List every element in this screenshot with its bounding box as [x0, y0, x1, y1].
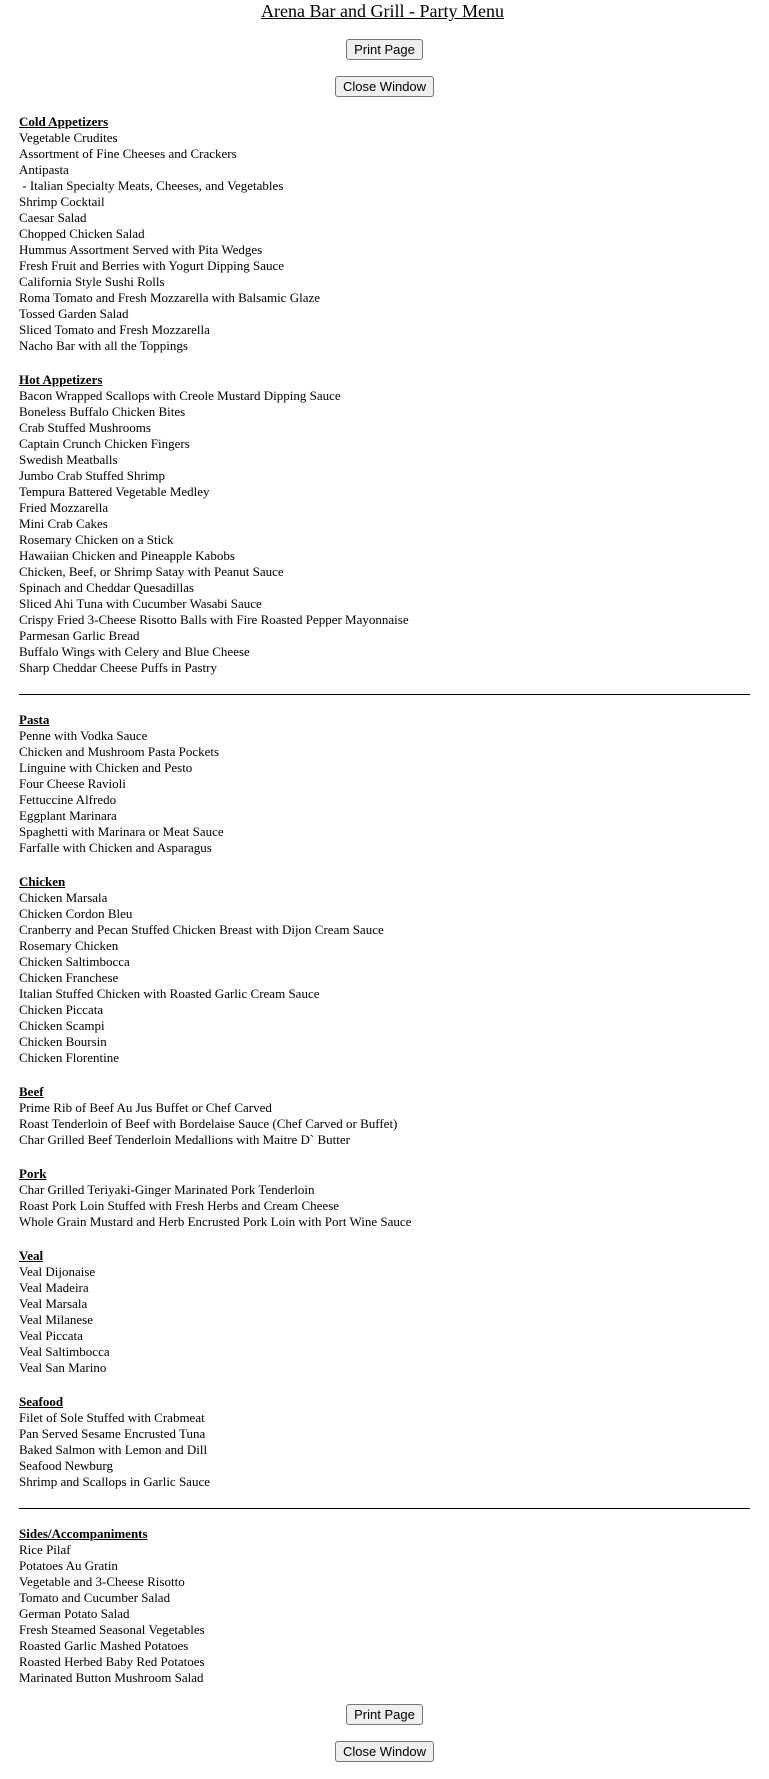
list-item: Roast Tenderloin of Beef with Bordelaise Sauce (Chef Carved or Buffet): [19, 1116, 398, 1131]
list-item: Tossed Garden Salad: [19, 306, 129, 321]
list-item: California Style Sushi Rolls: [19, 274, 165, 289]
section-seafood: [19, 1394, 759, 1490]
list-item: Chicken Scampi: [19, 1018, 105, 1033]
section-divider: [19, 1508, 750, 1509]
list-item: Assortment of Fine Cheeses and Crackers: [19, 146, 237, 161]
list-item: - Italian Specialty Meats, Cheeses, and Vegetables: [19, 178, 284, 193]
list-item: Chicken Cordon Bleu: [19, 906, 133, 921]
print-page-button-bottom[interactable]: Print Page: [346, 1704, 423, 1725]
menu-content: [0, 114, 759, 1686]
section-title: Pasta: [19, 712, 50, 727]
list-item: Chicken Franchese: [19, 970, 119, 985]
list-item: Chopped Chicken Salad: [19, 226, 145, 241]
list-item: Filet of Sole Stuffed with Crabmeat: [19, 1410, 205, 1425]
list-item: Fettuccine Alfredo: [19, 792, 117, 807]
list-item: Fresh Steamed Seasonal Vegetables: [19, 1622, 205, 1637]
list-item: Sharp Cheddar Cheese Puffs in Pastry: [19, 660, 217, 675]
bottom-close-row: [0, 1741, 769, 1762]
list-item: Mini Crab Cakes: [19, 516, 108, 531]
list-item: Marinated Button Mushroom Salad: [19, 1670, 204, 1685]
list-item: Char Grilled Beef Tenderloin Medallions with Maitre D` Butter: [19, 1132, 350, 1147]
list-item: Veal San Marino: [19, 1360, 107, 1375]
section-title: Chicken: [19, 874, 66, 889]
list-item: Spaghetti with Marinara or Meat Sauce: [19, 824, 224, 839]
list-item: Roasted Herbed Baby Red Potatoes: [19, 1654, 205, 1669]
list-item: Nacho Bar with all the Toppings: [19, 338, 188, 353]
list-item: Seafood Newburg: [19, 1458, 113, 1473]
list-item: Italian Stuffed Chicken with Roasted Garlic Cream Sauce: [19, 986, 320, 1001]
list-item: Roma Tomato and Fresh Mozzarella with Balsamic Glaze: [19, 290, 321, 305]
bottom-print-row: [0, 1704, 769, 1725]
list-item: Fresh Fruit and Berries with Yogurt Dipping Sauce: [19, 258, 285, 273]
list-item: Eggplant Marinara: [19, 808, 117, 823]
list-item: Boneless Buffalo Chicken Bites: [19, 404, 186, 419]
list-item: Chicken Marsala: [19, 890, 108, 905]
list-item: Veal Marsala: [19, 1296, 88, 1311]
list-item: Chicken Saltimbocca: [19, 954, 130, 969]
section-beef: [19, 1084, 759, 1148]
list-item: Crispy Fried 3-Cheese Risotto Balls with Fire Roasted Pepper Mayonnaise: [19, 612, 409, 627]
list-item: Veal Milanese: [19, 1312, 94, 1327]
list-item: Jumbo Crab Stuffed Shrimp: [19, 468, 166, 483]
section-chicken: [19, 874, 759, 1066]
list-item: Sliced Ahi Tuna with Cucumber Wasabi Sauce: [19, 596, 262, 611]
list-item: Four Cheese Ravioli: [19, 776, 126, 791]
list-item: Linguine with Chicken and Pesto: [19, 760, 193, 775]
section-veal: [19, 1248, 759, 1376]
list-item: Hawaiian Chicken and Pineapple Kabobs: [19, 548, 235, 563]
list-item: Chicken and Mushroom Pasta Pockets: [19, 744, 220, 759]
list-item: Chicken Boursin: [19, 1034, 107, 1049]
list-item: Pan Served Sesame Encrusted Tuna: [19, 1426, 206, 1441]
close-window-button-bottom[interactable]: Close Window: [335, 1741, 434, 1762]
list-item: Chicken Florentine: [19, 1050, 120, 1065]
list-item: German Potato Salad: [19, 1606, 130, 1621]
section-divider: [19, 694, 750, 695]
list-item: Roasted Garlic Mashed Potatoes: [19, 1638, 189, 1653]
list-item: Whole Grain Mustard and Herb Encrusted Pork Loin with Port Wine Sauce: [19, 1214, 412, 1229]
section-title: Hot Appetizers: [19, 372, 103, 387]
section-title: Pork: [19, 1166, 47, 1181]
list-item: Antipasta: [19, 162, 69, 177]
section-pasta: [19, 712, 759, 856]
page-title: Arena Bar and Grill - Party Menu: [261, 1, 504, 21]
list-item: Chicken Piccata: [19, 1002, 104, 1017]
list-item: Spinach and Cheddar Quesadillas: [19, 580, 195, 595]
list-item: Cranberry and Pecan Stuffed Chicken Breast with Dijon Cream Sauce: [19, 922, 384, 937]
list-item: Penne with Vodka Sauce: [19, 728, 148, 743]
section-title: Sides/Accompaniments: [19, 1526, 148, 1541]
list-item: Rosemary Chicken: [19, 938, 119, 953]
list-item: Swedish Meatballs: [19, 452, 118, 467]
section-title: Seafood: [19, 1394, 64, 1409]
list-item: Vegetable and 3-Cheese Risotto: [19, 1574, 185, 1589]
list-item: Tomato and Cucumber Salad: [19, 1590, 171, 1605]
list-item: Parmesan Garlic Bread: [19, 628, 140, 643]
section-hot-appetizers: [19, 372, 759, 676]
section-pork: [19, 1166, 759, 1230]
list-item: Fried Mozzarella: [19, 500, 109, 515]
list-item: Rosemary Chicken on a Stick: [19, 532, 174, 547]
top-print-row: [0, 39, 769, 60]
list-item: Farfalle with Chicken and Asparagus: [19, 840, 212, 855]
list-item: Veal Madeira: [19, 1280, 89, 1295]
section-title: Veal: [19, 1248, 44, 1263]
list-item: Bacon Wrapped Scallops with Creole Mustard Dipping Sauce: [19, 388, 341, 403]
list-item: Chicken, Beef, or Shrimp Satay with Peanut Sauce: [19, 564, 284, 579]
list-item: Crab Stuffed Mushrooms: [19, 420, 151, 435]
list-item: Baked Salmon with Lemon and Dill: [19, 1442, 208, 1457]
section-title: Cold Appetizers: [19, 114, 109, 129]
list-item: Roast Pork Loin Stuffed with Fresh Herbs and Cream Cheese: [19, 1198, 340, 1213]
print-page-button-top[interactable]: Print Page: [346, 39, 423, 60]
top-close-row: [0, 76, 769, 97]
list-item: Shrimp and Scallops in Garlic Sauce: [19, 1474, 210, 1489]
list-item: Caesar Salad: [19, 210, 87, 225]
list-item: Veal Saltimbocca: [19, 1344, 110, 1359]
list-item: Shrimp Cocktail: [19, 194, 105, 209]
list-item: Tempura Battered Vegetable Medley: [19, 484, 210, 499]
list-item: Prime Rib of Beef Au Jus Buffet or Chef Carved: [19, 1100, 272, 1115]
list-item: Buffalo Wings with Celery and Blue Cheese: [19, 644, 250, 659]
list-item: Sliced Tomato and Fresh Mozzarella: [19, 322, 210, 337]
close-window-button-top[interactable]: Close Window: [335, 76, 434, 97]
list-item: Captain Crunch Chicken Fingers: [19, 436, 190, 451]
list-item: Hummus Assortment Served with Pita Wedges: [19, 242, 263, 257]
list-item: Veal Dijonaise: [19, 1264, 96, 1279]
section-sides-accompaniments: [19, 1526, 759, 1686]
list-item: Char Grilled Teriyaki-Ginger Marinated Pork Tenderloin: [19, 1182, 315, 1197]
section-title: Beef: [19, 1084, 44, 1099]
list-item: Rice Pilaf: [19, 1542, 71, 1557]
section-cold-appetizers: [19, 114, 759, 354]
list-item: Vegetable Crudites: [19, 130, 118, 145]
list-item: Potatoes Au Gratin: [19, 1558, 118, 1573]
list-item: Veal Piccata: [19, 1328, 83, 1343]
